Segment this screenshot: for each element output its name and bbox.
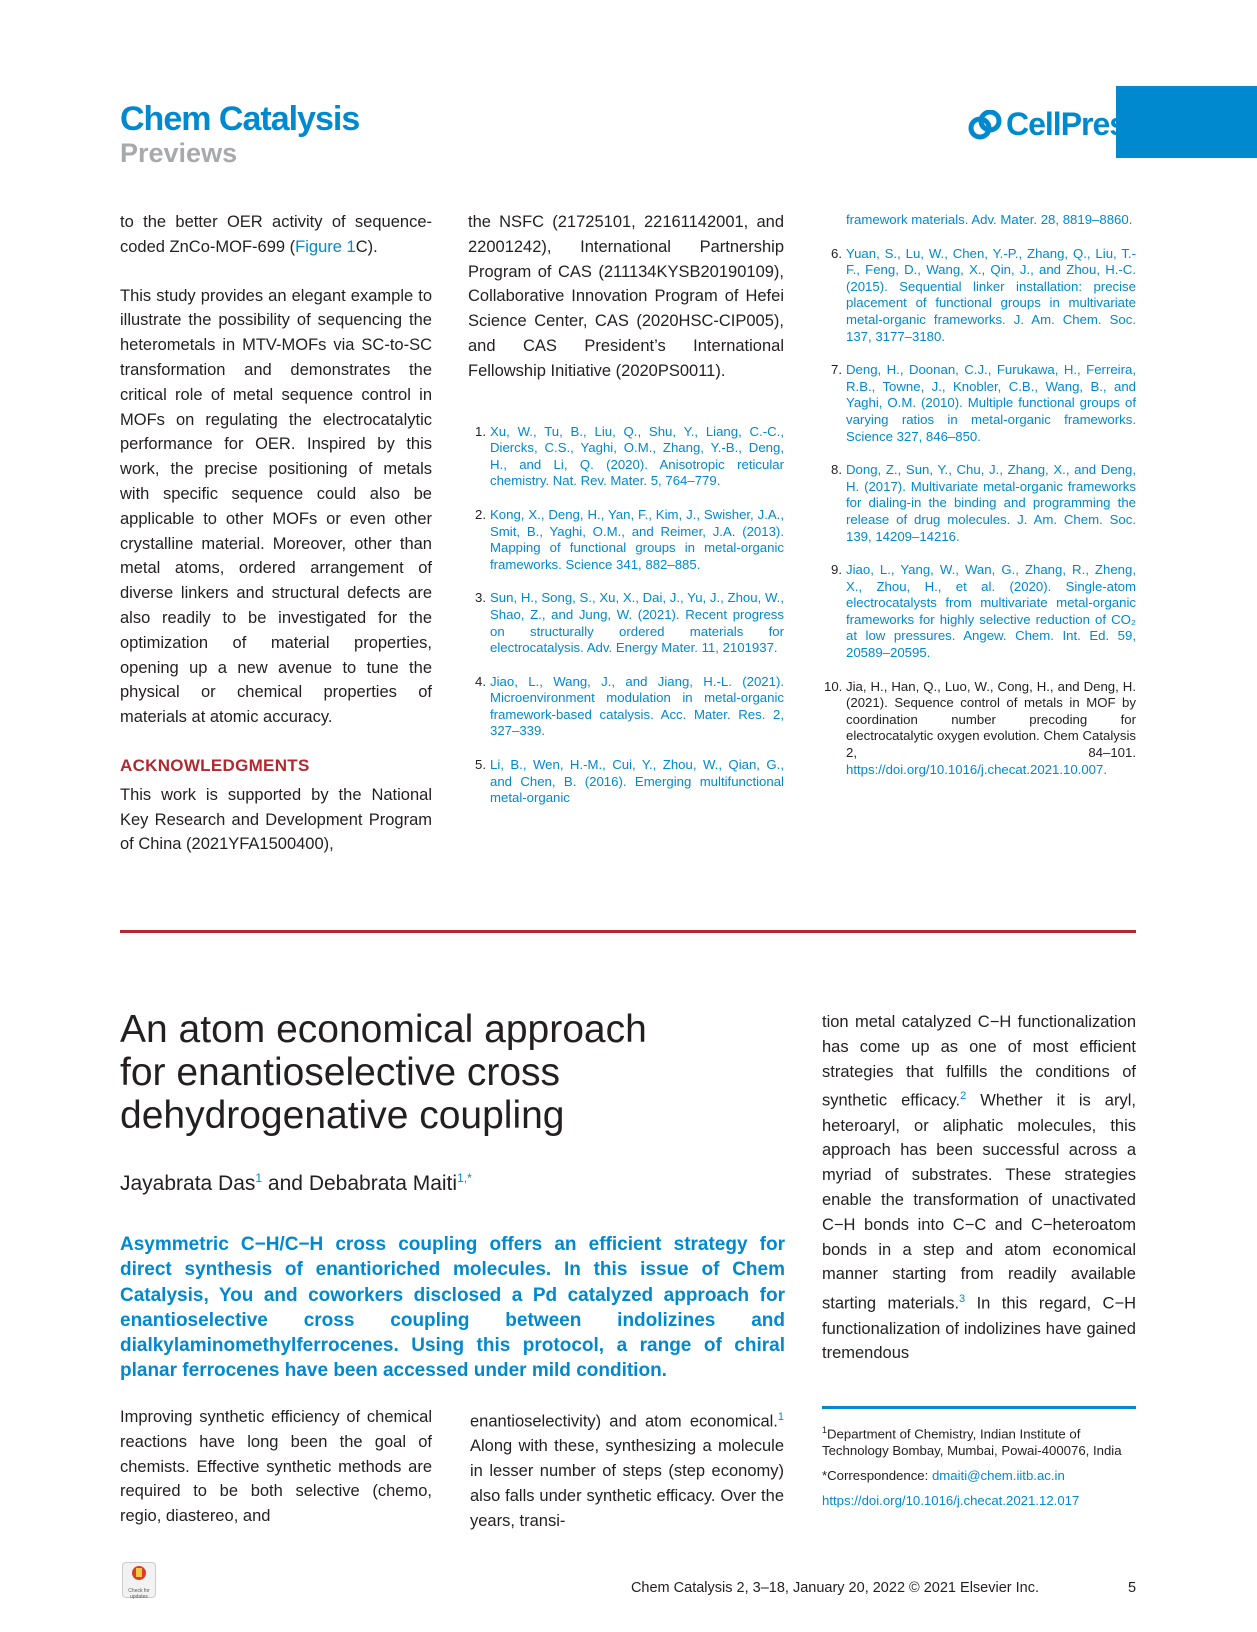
article-column-1: Improving synthetic efficiency of chemical reactions have long been the goal of chemists. Effective synthetic methods are required to be both selective (chemo, regio, diastereo, and — [120, 1408, 432, 1526]
reference-number: 1. — [475, 423, 486, 439]
reference-number: 7. — [831, 362, 842, 378]
reference-number: 6. — [831, 245, 842, 261]
affiliation-block — [822, 1422, 1136, 1509]
correspondence — [822, 1467, 1136, 1484]
article-abstract: Asymmetric C−H/C−H cross coupling offers an efficient strategy for direct synthesis of enantioriched molecules. In this issue of Chem Catalysis, You and coworkers disclosed a Pd catalyzed approach for enantioselective cross coupling between indolizines and dialkylaminomethylferrocenes. Using this protocol, a range of chiral planar ferrocenes have been accessed under mild condition. — [120, 1234, 785, 1382]
page-number: 5 — [1128, 1580, 1137, 1596]
journal-title: Chem Catalysis — [120, 100, 360, 138]
citation-link[interactable]: 3 — [959, 1293, 966, 1306]
article-title: An atom economical approach for enantioselective cross dehydrogenative coupling — [120, 1008, 647, 1137]
acknowledgments-text: This work is supported by the National Key Research and Development Program of China (2021YFA1500400), — [120, 785, 432, 854]
reference-link[interactable]: Sun, H., Song, S., Xu, X., Dai, J., Yu, J., Zhou, W., Shao, Z., and Jung, W. (2021). Recent progress on structurally ordered materials for electrocatalysis. Adv. Energy Mater. 11, 2101937. — [490, 590, 784, 656]
citation-link[interactable]: 2 — [960, 1090, 967, 1103]
reference-item — [468, 757, 784, 807]
reference-item — [824, 562, 1136, 662]
reference-item — [824, 462, 1136, 545]
reference-number: 9. — [831, 562, 842, 578]
figure-link[interactable]: Figure 1 — [295, 237, 356, 256]
text: Whether it is aryl, heteroaryl, or aliphatic molecules, this approach has been successful across a myriad of substrates. These strategies enable the transformation of unactivated C−H bonds into C−C and C−heteroatom bonds in a step and atom economical manner starting from readily available starting materials. — [822, 1091, 1136, 1313]
correspondence-label: *Correspondence: — [822, 1468, 932, 1484]
author-name: Jayabrata Das — [120, 1172, 256, 1195]
reference-link[interactable]: Kong, X., Deng, H., Yan, F., Kim, J., Swisher, J.A., Smit, B., Yaghi, O.M., and Reimer, J.A. (2013). Mapping of functional groups in metal-organic frameworks. Science 341, 882–885. — [490, 506, 784, 572]
affiliation-divider — [822, 1406, 1136, 1409]
reference-item — [824, 679, 1136, 779]
article-column-3 — [822, 1010, 1136, 1366]
badge-label: Check for updates — [128, 1588, 150, 1600]
reference-doi-link[interactable]: https://doi.org/10.1016/j.checat.2021.10.007. — [846, 761, 1108, 777]
footer-citation: Chem Catalysis 2, 3–18, January 20, 2022 © 2021 Elsevier Inc. — [630, 1580, 1039, 1596]
affiliation — [822, 1422, 1136, 1459]
reference-number: 2. — [475, 506, 486, 522]
publisher-name: CellPress — [1006, 106, 1143, 142]
affiliation-marker[interactable]: 1,* — [457, 1171, 472, 1185]
reference-number: 3. — [475, 590, 486, 606]
author-line — [120, 1171, 472, 1196]
preview-column-1 — [120, 210, 432, 857]
reference-list — [468, 424, 784, 807]
reference-link[interactable]: Dong, Z., Sun, Y., Chu, J., Zhang, X., and Deng, H. (2017). Multivariate metal-organic frameworks for dialing-in the binding and programming the release of drug molecules. J. Am. Chem. Soc. 139, 14209–14216. — [846, 462, 1136, 544]
preview-column-3 — [824, 212, 1136, 795]
text: to the better OER activity of sequence-coded ZnCo-MOF-699 ( — [120, 213, 432, 256]
affiliation-number: 1 — [822, 1425, 828, 1435]
reference-item — [824, 362, 1136, 445]
reference-link[interactable]: Jiao, L., Wang, J., and Jiang, H.-L. (2021). Microenvironment modulation in metal-organic framework-based catalysis. Acc. Mater. Res. 2, 327–339. — [490, 673, 784, 739]
author-separator: and — [262, 1172, 309, 1195]
cellpress-logo — [968, 106, 1143, 143]
reference-item — [468, 507, 784, 573]
reference-item — [824, 212, 1136, 229]
reference-number: 4. — [475, 673, 486, 689]
reference-list — [824, 212, 1136, 778]
reference-link[interactable]: framework materials. Adv. Mater. 28, 8819–8860. — [846, 212, 1133, 227]
affiliation-text: Department of Chemistry, Indian Institute of Technology Bombay, Mumbai, Powai-400076, India — [822, 1426, 1122, 1459]
reference-link[interactable]: Yuan, S., Lu, W., Chen, Y.-P., Zhang, Q., Liu, T.-F., Feng, D., Wang, X., Qin, J., and Zhou, H.-C. (2015). Sequential linker installation: precise placement of functional groups in multivariate metal-organic frameworks. J. Am. Chem. Soc. 137, 3177–3180. — [846, 245, 1136, 344]
text: C). — [355, 237, 378, 256]
section-label: Previews — [120, 138, 238, 168]
reference-number: 5. — [475, 757, 486, 773]
acknowledgments-heading: ACKNOWLEDGMENTS — [120, 755, 310, 775]
reference-link[interactable]: Xu, W., Tu, B., Liu, Q., Shu, Y., Liang, C.-C., Diercks, C.S., Yaghi, O.M., Zhang, Y.-B., Deng, H., and Li, Q. (2020). Anisotropic reticular chemistry. Nat. Rev. Mater. 5, 764–779. — [490, 423, 784, 489]
check-for-updates-badge[interactable] — [122, 1562, 156, 1598]
acknowledgments-continued: the NSFC (21725101, 22161142001, and 22001242), International Partnership Program of CAS (211134KYSB20190109), Collaborative Innovation Program of Hefei Science Center, CAS (2020HSC-CIP005), and CAS President’s International Fellowship Initiative (2020PS0011). — [468, 213, 784, 380]
paragraph: This study provides an elegant example to illustrate the possibility of sequencing the heterometals in MTV-MOFs via SC-to-SC transformation and demonstrates the critical role of metal sequence control in MOFs on regulating the electrocatalytic performance for OER. Inspired by this work, the precise positioning of metals with specific sequence could also be applicable to other MOFs or even other crystalline material. Moreover, other than metal atoms, ordered arrangement of diverse linkers and structural defects are also readily to be investigated for the optimization of material properties, opening up a new avenue to tune the physical or chemical properties of materials at atomic accuracy. — [120, 286, 432, 727]
reference-link[interactable]: Li, B., Wen, H.-M., Cui, Y., Zhou, W., Qian, G., and Chen, B. (2016). Emerging multifunctional metal-organic — [490, 757, 784, 806]
affiliation-marker[interactable]: 1 — [255, 1171, 263, 1185]
text: Along with these, synthesizing a molecule in lesser number of steps (step economy) also falls under synthetic efficacy. Over the years, transi- — [470, 1437, 784, 1530]
section-divider — [120, 930, 1136, 933]
email-link[interactable]: dmaiti@chem.iitb.ac.in — [931, 1468, 1065, 1484]
paragraph — [120, 210, 432, 260]
reference-number: 10. — [824, 678, 843, 694]
article-column-2 — [470, 1405, 784, 1533]
reference-item — [824, 246, 1136, 346]
text: tion metal catalyzed C−H functionalization has come up as one of most efficient strategies that fulfills the conditions of synthetic efficacy. — [822, 1013, 1136, 1110]
text: In this regard, C−H functionalization of indolizines have gained tremendous — [822, 1294, 1136, 1363]
text: enantioselectivity) and atom economical. — [470, 1412, 778, 1431]
reference-link[interactable]: Deng, H., Doonan, C.J., Furukawa, H., Ferreira, R.B., Towne, J., Knobler, C.B., Wang, B., and Yaghi, O.M. (2010). Multiple functional groups of varying ratios in metal-organic frameworks. Science 327, 846–850. — [846, 362, 1136, 444]
reference-item — [468, 674, 784, 740]
reference-item — [468, 590, 784, 656]
reference-text: Jia, H., Han, Q., Luo, W., Cong, H., and Deng, H. (2021). Sequence control of metals in MOF by coordination number precoding for electrocatalytic oxygen evolution. Chem Catalysis 2, 84–101. — [846, 678, 1136, 761]
bookmark-icon — [123, 1563, 155, 1583]
reference-item — [468, 424, 784, 490]
reference-number: 8. — [831, 462, 842, 478]
article-doi-link[interactable]: https://doi.org/10.1016/j.checat.2021.12.017 — [822, 1493, 1080, 1509]
citation-link[interactable]: 1 — [777, 1411, 784, 1423]
author-name: Debabrata Maiti — [308, 1172, 458, 1195]
preview-column-2 — [468, 210, 784, 824]
cellpress-icon — [968, 110, 1002, 140]
reference-link[interactable]: Jiao, L., Yang, W., Wan, G., Zhang, R., Zheng, X., Zhou, H., et al. (2020). Single-atom electrocatalysts from multivariate metal-organic frameworks for highly selective reduction of CO₂ at low pressures. Angew. Chem. Int. Ed. 59, 20589–20595. — [846, 562, 1136, 661]
